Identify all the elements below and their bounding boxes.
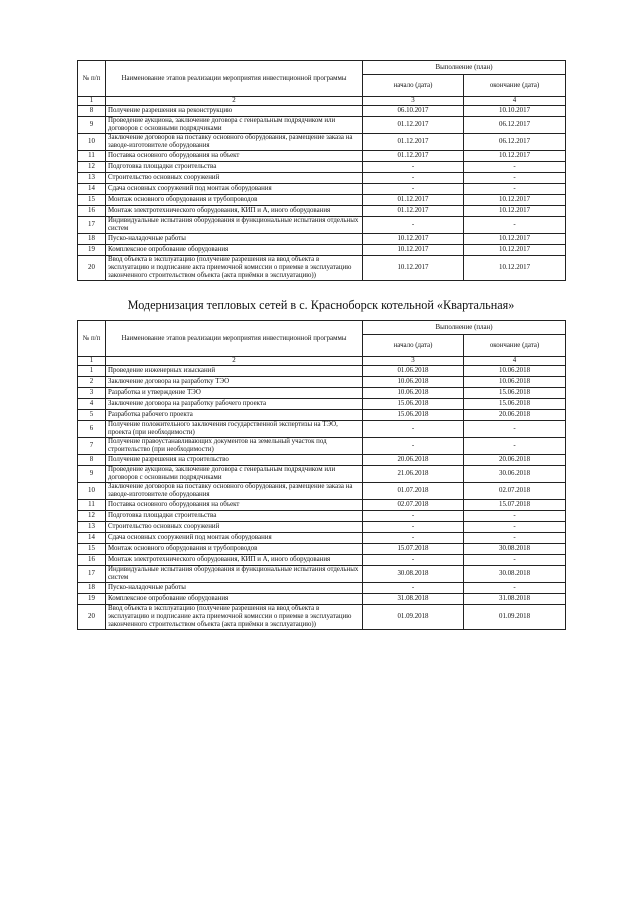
row-number: 10 [78, 134, 106, 151]
row-start-date: - [363, 184, 464, 195]
header-index-3: 3 [363, 357, 464, 366]
header-index-1: 1 [78, 357, 106, 366]
row-end-date: 30.08.2018 [464, 566, 566, 583]
table-row [78, 184, 566, 195]
table-row [78, 544, 566, 555]
table-row [78, 594, 566, 605]
row-number: 13 [78, 173, 106, 184]
row-number: 13 [78, 522, 106, 533]
row-stage-name: Подготовка площадки строительства [106, 511, 363, 522]
row-number: 20 [78, 256, 106, 281]
row-end-date: - [464, 217, 566, 234]
table-row [78, 195, 566, 206]
row-number: 12 [78, 511, 106, 522]
row-start-date: 10.06.2018 [363, 388, 464, 399]
row-end-date: 10.12.2017 [464, 256, 566, 281]
row-stage-name: Заключение договоров на поставку основного оборудования, размещение заказа на заводе-изготовителе оборудования [106, 483, 363, 500]
row-number: 19 [78, 245, 106, 256]
row-start-date: 10.12.2017 [363, 256, 464, 281]
row-end-date: - [464, 184, 566, 195]
row-end-date: 20.06.2018 [464, 410, 566, 421]
table-row [78, 256, 566, 281]
row-stage-name: Проведение аукциона, заключение договора с генеральным подрядчиком или договоров с основными подрядчиками [106, 117, 363, 134]
row-stage-name: Заключение договоров на поставку основного оборудования, размещение заказа на заводе-изготовителе оборудования [106, 134, 363, 151]
table-row [78, 511, 566, 522]
table-row [78, 151, 566, 162]
row-start-date: - [363, 583, 464, 594]
row-start-date: 10.12.2017 [363, 245, 464, 256]
row-end-date: 10.12.2017 [464, 245, 566, 256]
header-start: начало (дата) [363, 75, 464, 97]
row-number: 1 [78, 366, 106, 377]
row-stage-name: Подготовка площадки строительства [106, 162, 363, 173]
row-number: 4 [78, 399, 106, 410]
row-end-date: 10.06.2018 [464, 366, 566, 377]
row-end-date: 15.07.2018 [464, 500, 566, 511]
table-row [78, 234, 566, 245]
table-row [78, 245, 566, 256]
row-number: 5 [78, 410, 106, 421]
row-stage-name: Комплексное опробование оборудования [106, 245, 363, 256]
row-start-date: 01.07.2018 [363, 483, 464, 500]
row-start-date: 01.12.2017 [363, 151, 464, 162]
row-number: 7 [78, 438, 106, 455]
row-end-date: - [464, 511, 566, 522]
row-number: 15 [78, 195, 106, 206]
row-stage-name: Получение правоустанавливающих документов на земельный участок под строительство (при необходимости) [106, 438, 363, 455]
row-stage-name: Монтаж электротехнического оборудования, КИП и А, иного оборудования [106, 555, 363, 566]
table-row [78, 466, 566, 483]
table-row [78, 438, 566, 455]
table-row [78, 377, 566, 388]
header-index-2: 2 [106, 97, 363, 106]
row-stage-name: Получение разрешения на реконструкцию [106, 106, 363, 117]
row-end-date: 10.12.2017 [464, 151, 566, 162]
row-stage-name: Индивидуальные испытания оборудования и функциональные испытания отдельных систем [106, 217, 363, 234]
table-row [78, 522, 566, 533]
row-stage-name: Строительство основных сооружений [106, 522, 363, 533]
row-end-date: 10.12.2017 [464, 234, 566, 245]
row-number: 11 [78, 151, 106, 162]
section-title: Модернизация тепловых сетей в с. Красноборск котельной «Квартальная» [127, 298, 515, 312]
table-row [78, 605, 566, 630]
header-num: № п/п [78, 61, 106, 97]
row-stage-name: Монтаж основного оборудования и трубопроводов [106, 195, 363, 206]
row-stage-name: Проведение инженерных изысканий [106, 366, 363, 377]
row-stage-name: Строительство основных сооружений [106, 173, 363, 184]
header-start: начало (дата) [363, 335, 464, 357]
header-end: окончание (дата) [464, 75, 566, 97]
row-number: 17 [78, 217, 106, 234]
row-start-date: 30.08.2018 [363, 566, 464, 583]
row-number: 14 [78, 184, 106, 195]
table-header [78, 321, 566, 366]
row-start-date: 01.12.2017 [363, 134, 464, 151]
row-end-date: 30.06.2018 [464, 466, 566, 483]
row-number: 17 [78, 566, 106, 583]
row-end-date: 06.12.2017 [464, 134, 566, 151]
row-number: 14 [78, 533, 106, 544]
header-index-4: 4 [464, 97, 566, 106]
row-number: 19 [78, 594, 106, 605]
row-stage-name: Пуско-наладочные работы [106, 234, 363, 245]
row-start-date: - [363, 438, 464, 455]
row-stage-name: Монтаж основного оборудования и трубопроводов [106, 544, 363, 555]
row-end-date: - [464, 162, 566, 173]
table-row [78, 533, 566, 544]
row-start-date: - [363, 162, 464, 173]
table-row [78, 455, 566, 466]
row-stage-name: Сдача основных сооружений под монтаж оборудования [106, 184, 363, 195]
header-execution: Выполнение (план) [363, 61, 566, 75]
row-start-date: 21.06.2018 [363, 466, 464, 483]
row-end-date: - [464, 421, 566, 438]
row-start-date: - [363, 421, 464, 438]
row-end-date: - [464, 533, 566, 544]
header-end: окончание (дата) [464, 335, 566, 357]
row-start-date: 01.06.2018 [363, 366, 464, 377]
table-row [78, 421, 566, 438]
row-number: 18 [78, 583, 106, 594]
row-start-date: 02.07.2018 [363, 500, 464, 511]
row-end-date: 10.12.2017 [464, 195, 566, 206]
row-number: 16 [78, 555, 106, 566]
row-stage-name: Заключение договора на разработку рабочего проекта [106, 399, 363, 410]
table-row [78, 117, 566, 134]
table-row [78, 206, 566, 217]
header-index-3: 3 [363, 97, 464, 106]
header-execution: Выполнение (план) [363, 321, 566, 335]
row-stage-name: Сдача основных сооружений под монтаж оборудования [106, 533, 363, 544]
row-number: 11 [78, 500, 106, 511]
row-start-date: - [363, 217, 464, 234]
row-stage-name: Заключение договора на разработку ТЭО [106, 377, 363, 388]
row-number: 16 [78, 206, 106, 217]
table-row [78, 555, 566, 566]
row-stage-name: Получение положительного заключения государственной экспертизы на ТЭО, проекта (при необходимости) [106, 421, 363, 438]
row-stage-name: Комплексное опробование оборудования [106, 594, 363, 605]
header-index-2: 2 [106, 357, 363, 366]
table-body [78, 106, 566, 281]
table-row [78, 366, 566, 377]
table-row [78, 162, 566, 173]
header-name: Наименование этапов реализации мероприятия инвестиционной программы [106, 61, 363, 97]
row-start-date: 01.09.2018 [363, 605, 464, 630]
table-body [78, 366, 566, 630]
row-number: 8 [78, 455, 106, 466]
row-start-date: 15.06.2018 [363, 410, 464, 421]
table-row [78, 483, 566, 500]
row-end-date: 10.10.2017 [464, 106, 566, 117]
row-start-date: 06.10.2017 [363, 106, 464, 117]
row-end-date: 06.12.2017 [464, 117, 566, 134]
row-start-date: - [363, 522, 464, 533]
row-stage-name: Пуско-наладочные работы [106, 583, 363, 594]
row-stage-name: Индивидуальные испытания оборудования и функциональные испытания отдельных систем [106, 566, 363, 583]
schedule-table-2 [77, 320, 566, 630]
row-end-date: 20.06.2018 [464, 455, 566, 466]
header-name: Наименование этапов реализации мероприятия инвестиционной программы [106, 321, 363, 357]
row-start-date: 10.12.2017 [363, 234, 464, 245]
row-number: 20 [78, 605, 106, 630]
row-number: 2 [78, 377, 106, 388]
document-page [77, 60, 565, 630]
row-number: 18 [78, 234, 106, 245]
row-number: 9 [78, 117, 106, 134]
table-row [78, 106, 566, 117]
row-start-date: 01.12.2017 [363, 117, 464, 134]
schedule-table-1 [77, 60, 566, 281]
row-end-date: 10.12.2017 [464, 206, 566, 217]
row-number: 12 [78, 162, 106, 173]
table-row [78, 217, 566, 234]
row-end-date: 15.06.2018 [464, 388, 566, 399]
table-row [78, 566, 566, 583]
row-end-date: - [464, 438, 566, 455]
row-start-date: 01.12.2017 [363, 195, 464, 206]
row-end-date: 02.07.2018 [464, 483, 566, 500]
row-start-date: 20.06.2018 [363, 455, 464, 466]
row-start-date: - [363, 511, 464, 522]
table-row [78, 388, 566, 399]
row-stage-name: Разработка и утверждение ТЭО [106, 388, 363, 399]
row-stage-name: Монтаж электротехнического оборудования, КИП и А, иного оборудования [106, 206, 363, 217]
row-start-date: 10.06.2018 [363, 377, 464, 388]
row-start-date: - [363, 173, 464, 184]
row-stage-name: Поставка основного оборудования на объект [106, 500, 363, 511]
table-row [78, 173, 566, 184]
row-end-date: - [464, 583, 566, 594]
row-start-date: 15.06.2018 [363, 399, 464, 410]
row-number: 3 [78, 388, 106, 399]
table-row [78, 500, 566, 511]
row-stage-name: Ввод объекта в эксплуатацию (получение разрешения на ввод объекта в эксплуатацию и подписание акта приемочной комиссии о приемке в эксплуатацию законченного строительством объекта (акта приёмки в эксплуатацию)) [106, 256, 363, 281]
table-row [78, 410, 566, 421]
header-index-4: 4 [464, 357, 566, 366]
table-row [78, 399, 566, 410]
row-stage-name: Проведение аукциона, заключение договора с генеральным подрядчиком или договоров с основными подрядчиками [106, 466, 363, 483]
row-start-date: - [363, 555, 464, 566]
table-header [78, 61, 566, 106]
row-start-date: - [363, 533, 464, 544]
row-end-date: 31.08.2018 [464, 594, 566, 605]
header-index-1: 1 [78, 97, 106, 106]
row-stage-name: Получение разрешения на строительство [106, 455, 363, 466]
row-end-date: 15.06.2018 [464, 399, 566, 410]
row-number: 8 [78, 106, 106, 117]
row-number: 10 [78, 483, 106, 500]
row-start-date: 01.12.2017 [363, 206, 464, 217]
row-end-date: - [464, 555, 566, 566]
header-num: № п/п [78, 321, 106, 357]
row-end-date: 01.09.2018 [464, 605, 566, 630]
row-number: 6 [78, 421, 106, 438]
row-number: 9 [78, 466, 106, 483]
row-number: 15 [78, 544, 106, 555]
row-stage-name: Поставка основного оборудования на объект [106, 151, 363, 162]
row-end-date: - [464, 173, 566, 184]
row-stage-name: Разработка рабочего проекта [106, 410, 363, 421]
row-end-date: 10.06.2018 [464, 377, 566, 388]
row-end-date: 30.08.2018 [464, 544, 566, 555]
table-row [78, 134, 566, 151]
row-end-date: - [464, 522, 566, 533]
row-start-date: 31.08.2018 [363, 594, 464, 605]
row-stage-name: Ввод объекта в эксплуатацию (получение разрешения на ввод объекта в эксплуатацию и подписание акта приемочной комиссии о приемке в эксплуатацию законченного строительством объекта (акта приёмки в эксплуатацию)) [106, 605, 363, 630]
row-start-date: 15.07.2018 [363, 544, 464, 555]
table-row [78, 583, 566, 594]
